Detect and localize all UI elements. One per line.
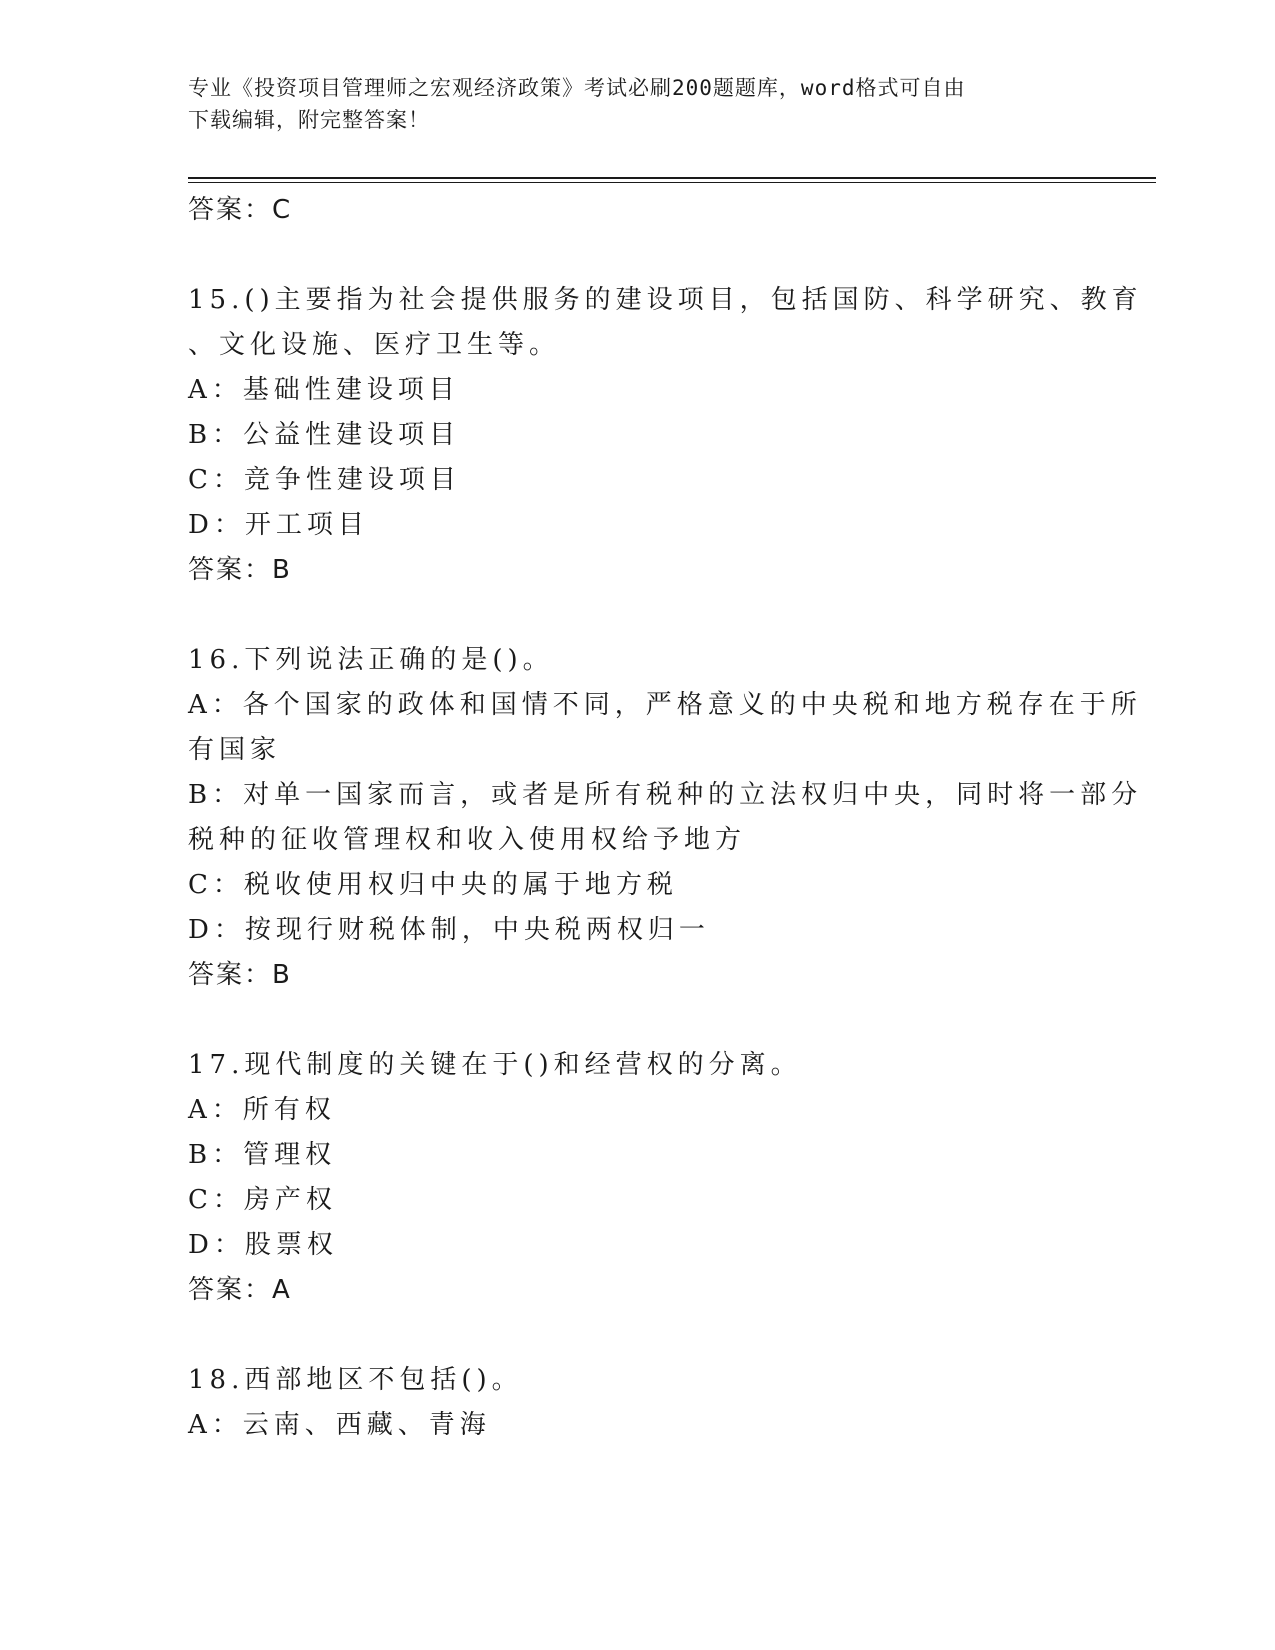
answer: 答案：B [188, 555, 292, 585]
question-list [188, 188, 1143, 1448]
answer: 答案：A [188, 1275, 292, 1305]
option-a: A：各个国家的政体和国情不同，严格意义的中央税和地方税存在于所 [188, 690, 1142, 720]
option-b: B：公益性建设项目 [188, 420, 461, 450]
question-stem-continued: 、文化设施、医疗卫生等。 [188, 330, 561, 360]
option-a: A：云南、西藏、青海 [188, 1410, 491, 1440]
option-b-continued: 税种的征收管理权和收入使用权给予地方 [188, 825, 747, 855]
option-a: A：基础性建设项目 [188, 375, 460, 405]
question-stem: 18.西部地区不包括()。 [188, 1365, 523, 1395]
option-a-continued: 有国家 [188, 735, 282, 765]
question-16 [188, 638, 1143, 998]
header-line-1: 专业《投资项目管理师之宏观经济政策》考试必刷200题题库，word格式可自由 [188, 76, 966, 100]
option-b: B：对单一国家而言，或者是所有税种的立法权归中央，同时将一部分 [188, 780, 1143, 810]
question-stem: 15.()主要指为社会提供服务的建设项目，包括国防、科学研究、教育 [188, 285, 1143, 315]
option-a: A：所有权 [188, 1095, 336, 1125]
question-15 [188, 278, 1143, 593]
question-stem: 17.现代制度的关键在于()和经营权的分离。 [188, 1050, 802, 1080]
option-b: B：管理权 [188, 1140, 337, 1170]
document-header [188, 72, 1088, 136]
option-d: D：股票权 [188, 1230, 338, 1260]
header-rule-thin [188, 182, 1156, 183]
option-c: C：竞争性建设项目 [188, 465, 461, 495]
option-c: C：房产权 [188, 1185, 337, 1215]
option-d: D：开工项目 [188, 510, 369, 540]
question-18 [188, 1358, 1088, 1448]
previous-answer: 答案：C [188, 195, 293, 225]
option-d: D：按现行财税体制，中央税两权归一 [188, 915, 710, 945]
option-c: C：税收使用权归中央的属于地方税 [188, 870, 678, 900]
answer: 答案：B [188, 960, 292, 990]
header-line-2: 下载编辑，附完整答案！ [188, 108, 430, 132]
question-17 [188, 1043, 1088, 1313]
question-stem: 16.下列说法正确的是()。 [188, 645, 554, 675]
header-rule-thick [188, 177, 1156, 179]
